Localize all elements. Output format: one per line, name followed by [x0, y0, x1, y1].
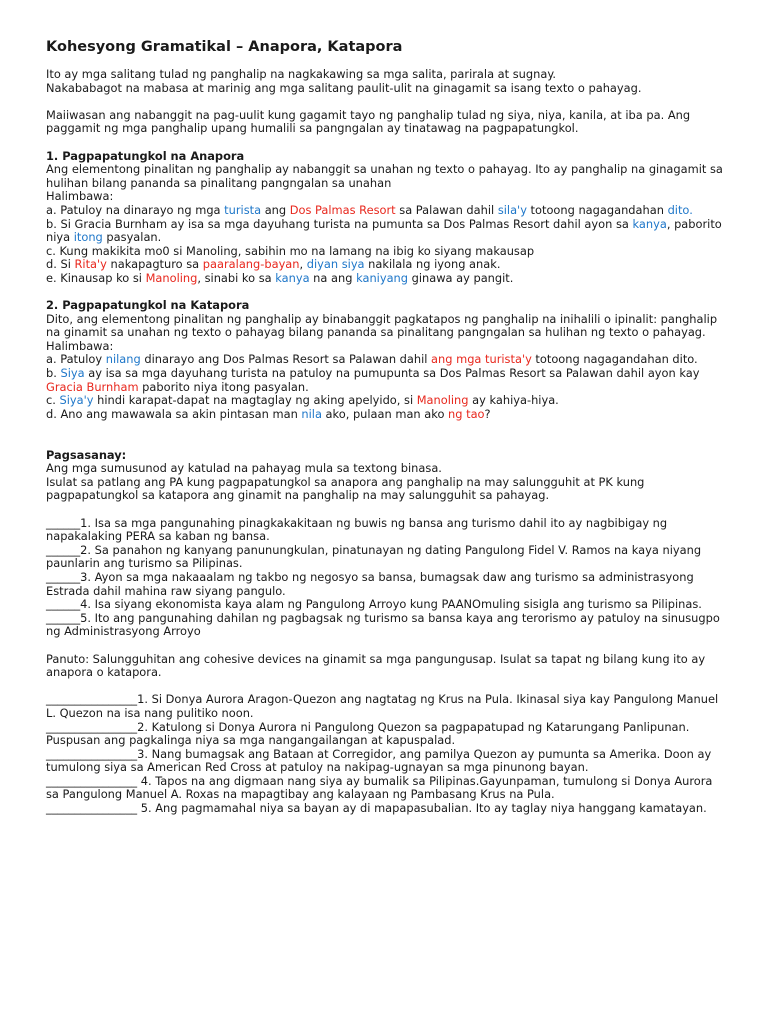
- document-title: Kohesyong Gramatikal – Anapora, Katapora: [46, 39, 403, 55]
- panuto-item-3: ________________3. Nang bumagsak ang Bataan at Corregidor, ang pamilya Quezon ay pumunta sa Amerika. Doon ay tumulong siya sa American Red Cross at patuloy na nakipag-ugnayan sa mga pinunong bayan.: [46, 746, 712, 775]
- pagsasanay-item-3: ______3. Ayon sa mga nakaaalam ng takbo ng negosyo sa bansa, bumagsak daw ang turismo sa administrasyong Estrada dahil mahina raw siyang pangulo.: [46, 569, 694, 598]
- pagsasanay-item-1: ______1. Isa sa mga pangunahing pinagkakakitaan ng buwis ng bansa ang turismo dahil ito ay nagbibigay ng napakalaking PERA sa kaban ng bansa.: [46, 515, 668, 544]
- anapora-example-c: c. Kung makikita mo0 si Manoling, sabihin mo na lamang na ibig ko siyang makausap: [46, 243, 535, 258]
- panuto-instructions: Panuto: Salungguhitan ang cohesive devices na ginamit sa mga pangungusap. Isulat sa tapat ng bilang kung ito ay anapora o katapora.: [46, 651, 706, 680]
- intro-line-2: Nakababagot na mabasa at marinig ang mga salitang paulit-ulit na ginagamit sa isang texto o pahayag.: [46, 80, 642, 95]
- katapora-example-a: a. Patuloy nilang dinarayo ang Dos Palmas Resort sa Palawan dahil ang mga turista'y totoong nagagandahan dito.: [46, 352, 698, 367]
- panuto-item-5: ________________ 5. Ang pagmamahal niya sa bayan ay di mapapasubalian. Ito ay taglay niya hanggang kamatayan.: [46, 801, 707, 816]
- pagsasanay-line-2: Isulat sa patlang ang PA kung pagpapatungkol sa anapora ang panghalip na may salungguhit at PK kung pagpapatungkol sa katapora ang ginamit na panghalip na may salungguhit sa pahayag.: [46, 474, 645, 503]
- pagsasanay-item-2: ______2. Sa panahon ng kanyang panunungkulan, pinatunayan ng dating Pangulong Fidel V. Ramos na kaya niyang paunlarin ang turismo sa Pilipinas.: [46, 542, 702, 571]
- katapora-heading: 2. Pagpapatungkol na Katapora: [46, 298, 250, 313]
- katapora-example-b: b. Siya ay isa sa mga dayuhang turista na patuloy na pumupunta sa Dos Palmas Resort sa Palawan dahil ayon kay Gracia Burnham paborito niya itong pasyalan.: [46, 366, 700, 394]
- anapora-halimbawa-label: Halimbawa:: [46, 189, 114, 204]
- intro-paragraph-2: Maiiwasan ang nabanggit na pag-uulit kung gagamit tayo ng panghalip tulad ng siya, niya, kanila, at iba pa. Ang paggamit ng mga panghalip upang humalili sa pangngalan ay tinatawag na pagpapatungkol.: [46, 107, 691, 136]
- katapora-example-d: d. Ano ang mawawala sa akin pintasan man nila ako, pulaan man ako ng tao?: [46, 406, 491, 421]
- katapora-example-c: c. Siya'y hindi karapat-dapat na magtaglay ng aking apelyido, si Manoling ay kahiya-hiya.: [46, 393, 559, 408]
- anapora-example-b: b. Si Gracia Burnham ay isa sa mga dayuhang turista na pumunta sa Dos Palmas Resort dahil ayon sa kanya, paborito niya itong pasyalan.: [46, 216, 722, 245]
- pagsasanay-item-4: ______4. Isa siyang ekonomista kaya alam ng Pangulong Arroyo kung PAANOmuling sisigla ang turismo sa Pilipinas.: [46, 597, 702, 612]
- anapora-example-a: a. Patuloy na dinarayo ng mga turista ang Dos Palmas Resort sa Palawan dahil sila'y totoong nagagandahan dito.: [46, 202, 693, 217]
- anapora-heading: 1. Pagpapatungkol na Anapora: [46, 148, 245, 163]
- panuto-item-4: ________________ 4. Tapos na ang digmaan nang siya ay bumalik sa Pilipinas.Gayunpaman, tumulong si Donya Aurora sa Pangulong Manuel A. Roxas na mapagtibay ang kalayaan ng Pambasang Krus na Pula.: [46, 773, 713, 802]
- pagsasanay-item-5: ______5. Ito ang pangunahing dahilan ng pagbagsak ng turismo sa bansa kaya ang terorismo ay patuloy na sinusugpo ng Administrasyong Arroyo: [46, 610, 720, 639]
- intro-line-1: Ito ay mga salitang tulad ng panghalip na nagkakawing sa mga salita, parirala at sugnay.: [46, 67, 557, 81]
- katapora-definition: Dito, ang elementong pinalitan ng panghalip ay binabanggit pagkatapos ng panghalip na inihalili o ipinalit: panghalip na ginamit sa unahan ng texto o pahayag bilang pananda sa pinalitang pangngalan sa hulihan ng texto o pahayag.: [46, 311, 718, 340]
- anapora-example-e: e. Kinausap ko si Manoling, sinabi ko sa kanya na ang kaniyang ginawa ay pangit.: [46, 270, 514, 285]
- panuto-item-1: ________________1. Si Donya Aurora Aragon-Quezon ang nagtatag ng Krus na Pula. Ikinasal siya kay Pangulong Manuel L. Quezon na isa nang pulitiko noon.: [46, 692, 719, 720]
- pagsasanay-line-1: Ang mga sumusunod ay katulad na pahayag mula sa textong binasa.: [46, 461, 442, 476]
- anapora-definition: Ang elementong pinalitan ng panghalip ay nabanggit sa unahan ng texto o pahayag. Ito ay panghalip na ginagamit sa hulihan bilang pananda sa pinalitang pangngalan sa unahan: [46, 162, 723, 190]
- katapora-halimbawa-label: Halimbawa:: [46, 338, 114, 353]
- pagsasanay-heading: Pagsasanay:: [46, 447, 127, 462]
- panuto-item-2: ________________2. Katulong si Donya Aurora ni Pangulong Quezon sa pagpapatupad ng Katarungang Panlipunan. Puspusan ang pagkalinga niya sa mga nangangailangan at kapuspalad.: [46, 719, 690, 748]
- anapora-example-d: d. Si Rita'y nakapagturo sa paaralang-bayan, diyan siya nakilala ng iyong anak.: [46, 257, 501, 272]
